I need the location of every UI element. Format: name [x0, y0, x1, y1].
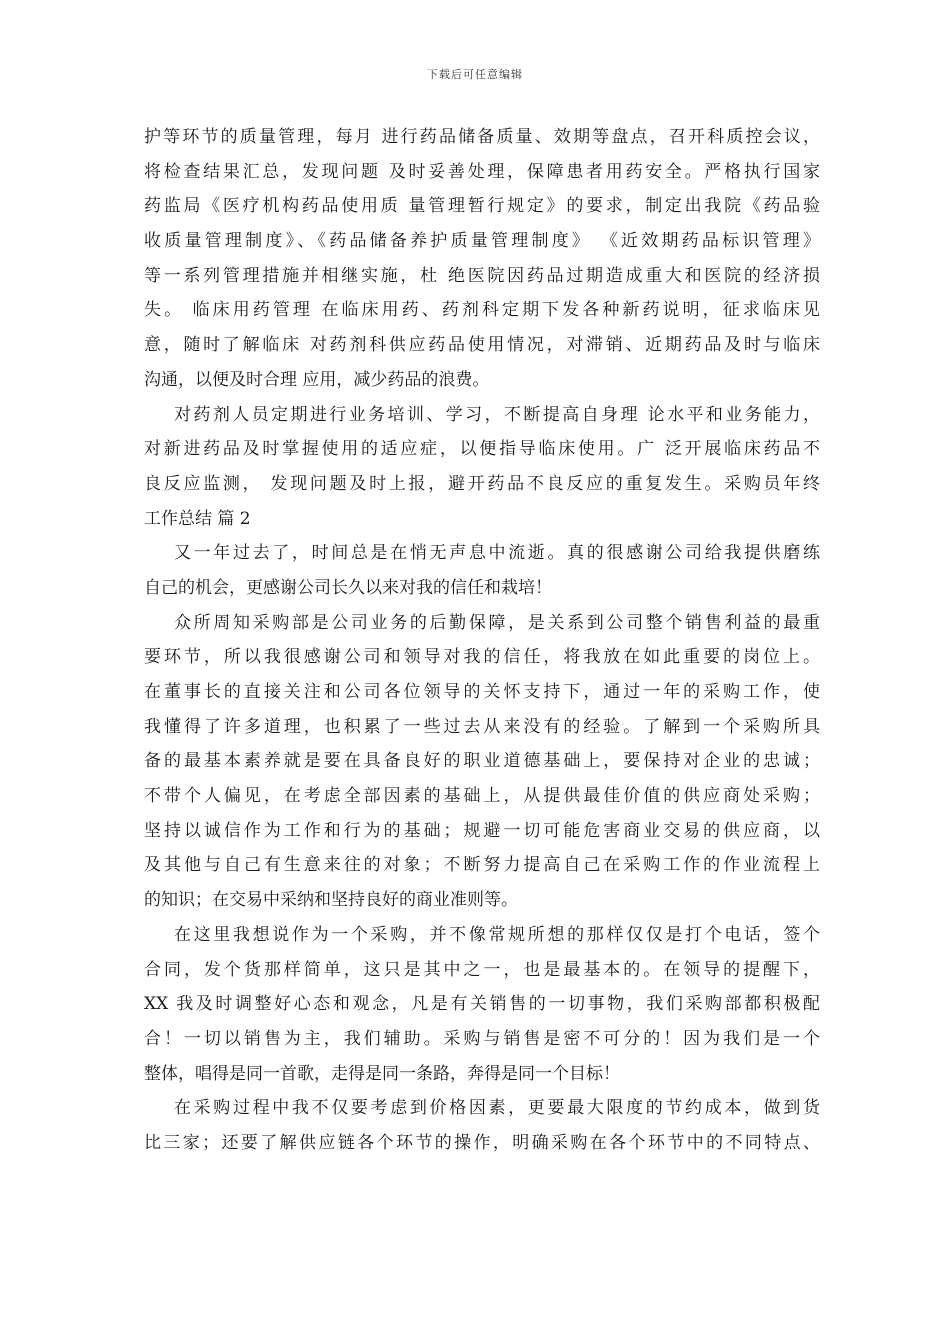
text-line: 护等环节的质量管理，每月 进行药品储备质量、效期等盘点，召开科质控会议，: [144, 127, 820, 147]
text-line: 的知识；在交易中采纳和坚持良好的商业准则等。: [144, 890, 518, 911]
text-line: 收质量管理制度》、《药品储备养护质量管理制度》 《近效期药品标识管理》: [144, 231, 820, 252]
text-line: 比三家；还要了解供应链各个环节的操作，明确采购在各个环节中的不同特点、: [144, 1132, 820, 1153]
text-line: 坚持以诚信作为工作和行为的基础；规避一切可能危害商业交易的供应商，以: [144, 820, 820, 841]
text-line: XX 我及时调整好心态和观念，凡是有关销售的一切事物，我们采购部都积极配: [144, 994, 820, 1015]
text-line: 在采购过程中我不仅要考虑到价格因素，更要最大限度的节约成本，做到货: [174, 1098, 820, 1119]
text-line: 良反应监测， 发现问题及时上报，避开药品不良反应的重复发生。采购员年终: [144, 473, 820, 494]
text-line: 药监局《医疗机构药品使用质 量管理暂行规定》的要求，制定出我院《药品验: [144, 196, 820, 217]
text-line: 整体，唱得是同一首歌，走得是同一条路，奔得是同一个目标！: [144, 1063, 620, 1084]
text-line: 对药剂人员定期进行业务培训、学习，不断提高自身理 论水平和业务能力，: [174, 404, 820, 425]
text-line: 在这里我想说作为一个采购，并不像常规所想的那样仅仅是打个电话，签个: [174, 924, 820, 945]
text-line: 对新进药品及时掌握使用的适应症，以便指导临床使用。广 泛开展临床药品不: [144, 439, 820, 460]
text-line: 要环节，所以我很感谢公司和领导对我的信任，将我放在如此重要的岗位上。: [144, 647, 820, 668]
text-line: 备的最基本素养就是要在具备良好的职业道德基础上，要保持对企业的忠诚；: [144, 751, 820, 772]
text-line: 我懂得了许多道理，也积累了一些过去从来没有的经验。了解到一个采购所具: [144, 716, 820, 737]
text-line: 失。 临床用药管理 在临床用药、药剂科定期下发各种新药说明，征求临床见: [144, 300, 820, 321]
page-header: 下载后可任意编辑: [427, 68, 523, 81]
text-line: 沟通，以便及时合理 应用，减少药品的浪费。: [144, 369, 490, 390]
text-line: 在董事长的直接关注和公司各位领导的关怀支持下，通过一年的采购工作，使: [144, 682, 820, 702]
text-line: 将检查结果汇总，发现问题 及时妥善处理，保障患者用药安全。严格执行国家: [144, 161, 820, 182]
text-line: 等一系列管理措施并相继实施，杜 绝医院因药品过期造成重大和医院的经济损: [144, 265, 820, 286]
text-line: 不带个人偏见，在考虑全部因素的基础上，从提供最佳价值的供应商处采购；: [144, 786, 820, 807]
text-line: 合同，发个货那样简单，这只是其中之一，也是最基本的。在领导的提醒下，: [144, 959, 820, 980]
text-line: 自己的机会，更感谢公司长久以来对我的信任和栽培！: [144, 577, 552, 598]
text-line: 合！一切以销售为主，我们辅助。采购与销售是密不可分的！因为我们是一个: [144, 1028, 820, 1049]
text-line: 又一年过去了，时间总是在悄无声息中流逝。真的很感谢公司给我提供磨练: [174, 543, 820, 564]
text-line: 及其他与自己有生意来往的对象；不断努力提高自己在采购工作的作业流程上: [144, 855, 820, 876]
document-body: [144, 120, 820, 1161]
text-line: 众所周知采购部是公司业务的后勤保障，是关系到公司整个销售利益的最重: [174, 612, 820, 633]
text-line: 工作总结 篇 2: [144, 508, 251, 529]
text-line: 意，随时了解临床 对药剂科供应药品使用情况，对滞销、近期药品及时与临床: [144, 335, 820, 356]
